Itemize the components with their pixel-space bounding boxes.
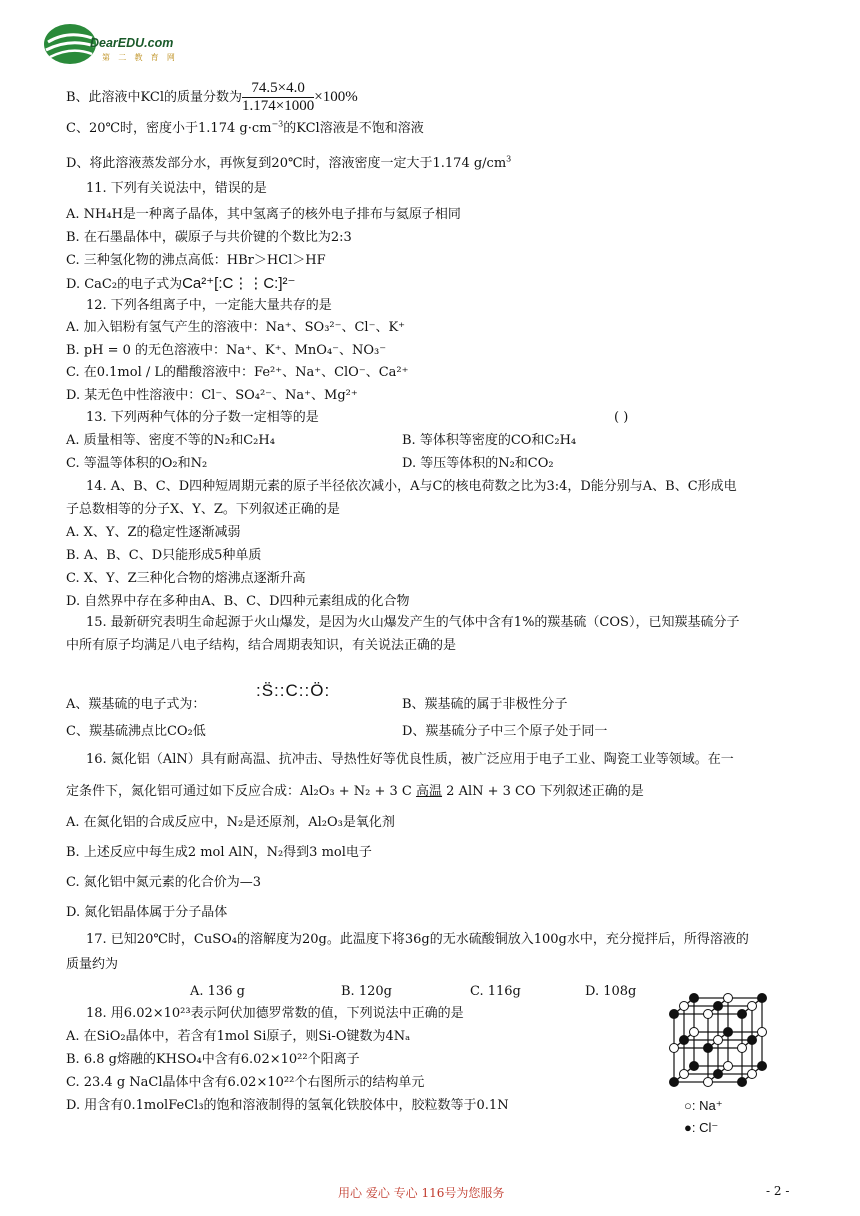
legend-na: ○: Na⁺ [684,1098,723,1113]
q11-option-c: C. 三种氢化物的沸点高低：HBr＞HCl＞HF [66,253,326,268]
q16-option-d: D. 氮化铝晶体属于分子晶体 [66,905,228,920]
q16-option-b: B. 上述反应中每生成2 mol AlN，N₂得到3 mol电子 [66,845,372,860]
q15-option-b: B、羰基硫的属于非极性分子 [402,697,568,712]
q17-option-d: D. 108g [585,984,637,999]
q18-stem: 18. 用6.02×10²³表示阿伏加德罗常数的值，下列说法中正确的是 [86,1006,464,1021]
q18-option-a: A. 在SiO₂晶体中，若含有1mol Si原子，则Si-O键数为4Nₐ [66,1029,411,1044]
q15-stem-line2: 中所有原子均满足八电子结构，结合周期表知识，有关说法正确的是 [66,638,457,653]
q17-stem-line2: 质量约为 [66,957,119,972]
q17-option-c: C. 116g [470,984,521,999]
q13-option-d: D. 等压等体积的N₂和CO₂ [402,456,554,471]
q16-stem-line2: 定条件下，氮化铝可通过如下反应合成：Al₂O₃ + N₂ + 3 C 高温 2 AlN + 3 CO 下列叙述正确的是 [66,784,644,799]
reaction-condition: 高温 [416,784,443,799]
q16-option-c: C. 氮化铝中氮元素的化合价为—3 [66,875,262,890]
q10-option-d: D、将此溶液蒸发部分水，再恢复到20℃时，溶液密度一定大于1.174 $g/cm^3$ [66,154,512,171]
nacl-crystal-diagram [660,990,780,1096]
q13-answer-blank: ( ) [614,410,629,425]
page-number: - 2 - [766,1184,790,1198]
q17-option-a: A. 136 g [190,984,245,999]
q15-option-a: A、羰基硫的电子式为： [66,697,206,712]
q10-option-c: C、20℃时，密度小于1.174 $g\cdot cm^{-3}$的KCl溶液是不饱和溶液 [66,119,424,136]
q14-option-c: C. X、Y、Z三种化合物的熔沸点逐渐升高 [66,571,306,586]
q13-stem: 13. 下列两种气体的分子数一定相等的是 [86,410,319,425]
q18-option-b: B. 6.8 g熔融的KHSO₄中含有6.02×10²²个阳离子 [66,1052,360,1067]
q11-stem: 11. 下列有关说法中，错误的是 [86,181,267,196]
q14-option-b: B. A、B、C、D只能形成5种单质 [66,548,262,563]
q12-option-b: B. pH = 0 的无色溶液中：Na⁺、K⁺、MnO₄⁻、NO₃⁻ [66,343,387,358]
q11-option-a: A. NH₄H是一种离子晶体，其中氢离子的核外电子排布与氦原子相同 [66,207,461,222]
q13-option-b: B. 等体积等密度的CO和C₂H₄ [402,433,577,448]
q12-option-c: C. 在0.1mol / L的醋酸溶液中：Fe²⁺、Na⁺、ClO⁻、Ca²⁺ [66,365,409,380]
q16-option-a: A. 在氮化铝的合成反应中，N₂是还原剂，Al₂O₃是氧化剂 [66,815,395,830]
logo-subtext: 第 二 教 育 网 [102,53,178,62]
q16-stem-line1: 16. 氮化铝（AlN）具有耐高温、抗冲击、导热性好等优良性质，被广泛应用于电子工业、陶瓷工业等领域。在一 [86,752,734,767]
cac2-formula: Ca²⁺[:C⋮⋮C:]²⁻ [182,275,296,292]
q11-option-b: B. 在石墨晶体中，碳原子与共价键的个数比为2:3 [66,230,352,245]
q15-option-d: D、羰基硫分子中三个原子处于同一 [402,724,608,739]
logo-text: DearEDU.com [90,36,174,50]
q11-option-d: D. CaC₂的电子式为Ca²⁺[:C⋮⋮C:]²⁻ [66,275,296,292]
q14-option-a: A. X、Y、Z的稳定性逐渐减弱 [66,525,241,540]
q18-option-c: C. 23.4 g NaCl晶体中含有6.02×10²²个右图所示的结构单元 [66,1075,425,1090]
q12-option-d: D. 某无色中性溶液中：Cl⁻、SO₄²⁻、Na⁺、Mg²⁺ [66,388,358,403]
q14-stem-line2: 子总数相等的分子X、Y、Z。下列叙述正确的是 [66,502,340,517]
q10-fraction: $\frac{74.5\times 4.0}{1.174\times 1000}$ [242,80,315,114]
q10-option-b: B、此溶液中KCl的质量分数为 $\frac{74.5\times 4.0}{1.174\times 1000}$ ×100% [66,80,358,114]
logo [38,22,188,70]
q17-option-b: B. 120g [341,984,392,999]
footer-slogan: 用心 爱心 专心 116号为您服务 [338,1186,505,1200]
legend-cl: ●: Cl⁻ [684,1120,719,1135]
q15-stem-line1: 15. 最新研究表明生命起源于火山爆发，是因为火山爆发产生的气体中含有1%的羰基硫（COS），已知羰基硫分子 [86,615,740,630]
cos-electron-formula: :S̈::C::Ö: [256,681,331,700]
q13-option-a: A. 质量相等、密度不等的N₂和C₂H₄ [66,433,275,448]
q12-option-a: A. 加入铝粉有氢气产生的溶液中：Na⁺、SO₃²⁻、Cl⁻、K⁺ [66,320,406,335]
q13-option-c: C. 等温等体积的O₂和N₂ [66,456,208,471]
q14-option-d: D. 自然界中存在多种由A、B、C、D四种元素组成的化合物 [66,594,410,609]
q18-option-d: D. 用含有0.1molFeCl₃的饱和溶液制得的氢氧化铁胶体中，胶粒数等于0.1N [66,1098,509,1113]
q17-stem-line1: 17. 已知20℃时，CuSO₄的溶解度为20g。此温度下将36g的无水硫酸铜放入100g水中，充分搅拌后，所得溶液的 [86,932,749,947]
q14-stem-line1: 14. A、B、C、D四种短周期元素的原子半径依次减小，A与C的核电荷数之比为3:4，D能分别与A、B、C形成电 [86,479,737,494]
q15-option-c: C、羰基硫沸点比CO₂低 [66,724,206,739]
q12-stem: 12. 下列各组离子中，一定能大量共存的是 [86,298,332,313]
